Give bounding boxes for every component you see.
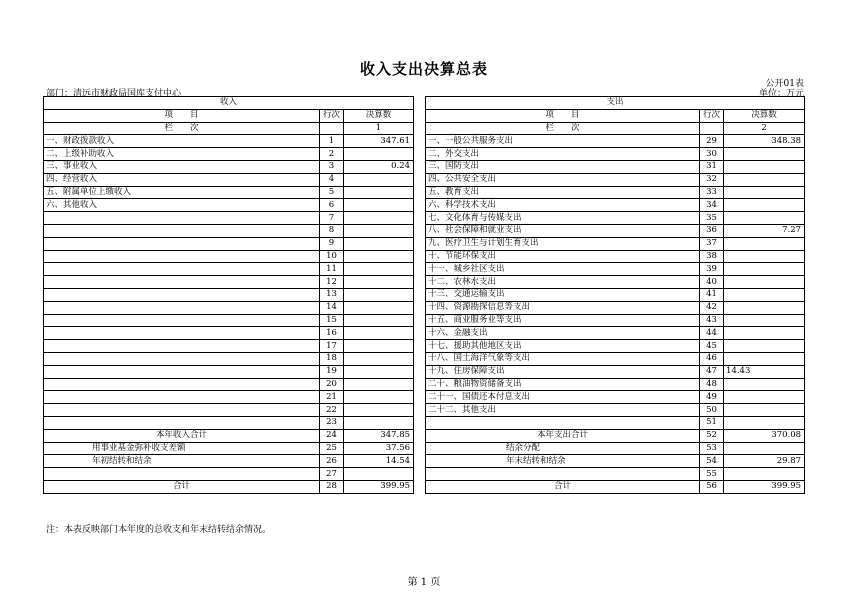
expense-amount [724, 160, 805, 173]
table-row [44, 404, 805, 417]
income-row-no: 16 [320, 327, 344, 340]
expense-amount: 7.27 [724, 224, 805, 237]
header-row-3 [44, 122, 805, 135]
income-column-no: 1 [344, 122, 414, 135]
income-row-no-header: 行次 [320, 109, 344, 122]
budget-table [43, 96, 805, 494]
expense-amount [724, 378, 805, 391]
income-item [44, 276, 320, 289]
table-row [44, 224, 805, 237]
column-gap [414, 404, 426, 417]
expense-item: 八、社会保障和就业支出 [426, 224, 700, 237]
column-gap [414, 365, 426, 378]
income-item: 四、经营收入 [44, 173, 320, 186]
income-amount [344, 340, 414, 353]
column-gap [414, 276, 426, 289]
expense-row-no: 53 [700, 442, 724, 455]
expense-item: 七、文化体育与传媒支出 [426, 212, 700, 225]
income-amount [344, 250, 414, 263]
column-gap [414, 429, 426, 442]
income-item [44, 365, 320, 378]
column-gap [414, 480, 426, 493]
expense-amount [724, 391, 805, 404]
table-row [44, 173, 805, 186]
expense-row-no: 48 [700, 378, 724, 391]
income-row-no: 22 [320, 404, 344, 417]
expense-amount [724, 173, 805, 186]
income-amount [344, 327, 414, 340]
income-amount [344, 416, 414, 429]
expense-item: 九、医疗卫生与计划生育支出 [426, 237, 700, 250]
table-row [44, 237, 805, 250]
expense-amount [724, 237, 805, 250]
table-row [44, 199, 805, 212]
income-item: 六、其他收入 [44, 199, 320, 212]
column-gap [414, 160, 426, 173]
income-amount [344, 468, 414, 481]
expense-item: 二十一、国债还本付息支出 [426, 391, 700, 404]
income-item [44, 250, 320, 263]
table-row [44, 135, 805, 148]
table-row [44, 148, 805, 161]
income-item [44, 212, 320, 225]
table-row [44, 340, 805, 353]
expense-item: 十四、资源勘探信息等支出 [426, 301, 700, 314]
expense-row-no: 36 [700, 224, 724, 237]
expense-amount [724, 301, 805, 314]
expense-amount-header: 决算数 [724, 109, 805, 122]
income-item [44, 391, 320, 404]
expense-amount: 29.87 [724, 455, 805, 468]
expense-amount [724, 404, 805, 417]
income-row-no: 11 [320, 263, 344, 276]
income-header: 收入 [44, 97, 414, 110]
footnote: 注：本表反映部门本年度的总收支和年末结转结余情况。 [46, 525, 272, 535]
expense-amount [724, 314, 805, 327]
expense-row-no: 54 [700, 455, 724, 468]
income-amount: 347.85 [344, 429, 414, 442]
expense-summary-label: 结余分配 [426, 442, 700, 455]
income-item [44, 224, 320, 237]
income-row-no: 1 [320, 135, 344, 148]
expense-item: 五、教育支出 [426, 186, 700, 199]
income-row-no: 6 [320, 199, 344, 212]
income-amount: 14.54 [344, 455, 414, 468]
income-amount [344, 224, 414, 237]
expense-amount [724, 416, 805, 429]
income-item: 一、财政拨款收入 [44, 135, 320, 148]
page-number: 第 1 页 [407, 577, 441, 588]
table-row [44, 314, 805, 327]
income-column-label: 栏 次 [44, 122, 320, 135]
expense-row-no: 52 [700, 429, 724, 442]
expense-row-no: 37 [700, 237, 724, 250]
table-body [44, 135, 805, 493]
income-item [44, 378, 320, 391]
expense-row-no: 43 [700, 314, 724, 327]
income-amount [344, 186, 414, 199]
table-row [44, 378, 805, 391]
table-row [44, 327, 805, 340]
expense-item: 十、节能环保支出 [426, 250, 700, 263]
income-amount [344, 352, 414, 365]
column-gap [414, 314, 426, 327]
table-row [44, 276, 805, 289]
expense-summary-label: 合计 [426, 480, 700, 493]
expense-amount [724, 327, 805, 340]
column-gap [414, 173, 426, 186]
income-row-no: 4 [320, 173, 344, 186]
expense-amount [724, 442, 805, 455]
expense-row-no: 51 [700, 416, 724, 429]
table-row [44, 352, 805, 365]
expense-row-no: 44 [700, 327, 724, 340]
income-item [44, 301, 320, 314]
income-amount [344, 288, 414, 301]
form-code: 公开01表 [765, 79, 804, 89]
unit-label: 单位：万元 [758, 89, 804, 99]
table-row [44, 365, 805, 378]
table-row [44, 186, 805, 199]
income-amount: 399.95 [344, 480, 414, 493]
income-item [44, 288, 320, 301]
column-gap [414, 416, 426, 429]
expense-summary-label [426, 468, 700, 481]
income-amount [344, 276, 414, 289]
table-row [44, 212, 805, 225]
expense-amount [724, 250, 805, 263]
report-title: 收入支出决算总表 [359, 60, 488, 78]
expense-row-no: 32 [700, 173, 724, 186]
expense-row-no: 42 [700, 301, 724, 314]
income-amount [344, 173, 414, 186]
income-amount [344, 378, 414, 391]
expense-item: 十七、援助其他地区支出 [426, 340, 700, 353]
summary-row [44, 442, 805, 455]
table-row [44, 250, 805, 263]
expense-row-no: 47 [700, 365, 724, 378]
expense-amount: 348.38 [724, 135, 805, 148]
column-gap [414, 391, 426, 404]
income-row-no: 21 [320, 391, 344, 404]
expense-item: 十六、金融支出 [426, 327, 700, 340]
income-row-no: 19 [320, 365, 344, 378]
expense-item: 十八、国土海洋气象等支出 [426, 352, 700, 365]
header-row-1 [44, 97, 805, 110]
expense-item: 十三、交通运输支出 [426, 288, 700, 301]
expense-row-no: 33 [700, 186, 724, 199]
expense-row-no: 31 [700, 160, 724, 173]
income-item [44, 352, 320, 365]
expense-summary-label: 本年支出合计 [426, 429, 700, 442]
expense-item: 十五、商业服务业等支出 [426, 314, 700, 327]
column-gap [414, 263, 426, 276]
expense-row-no: 29 [700, 135, 724, 148]
summary-row [44, 480, 805, 493]
column-gap [414, 250, 426, 263]
expense-amount [724, 340, 805, 353]
expense-row-no: 49 [700, 391, 724, 404]
income-row-no: 12 [320, 276, 344, 289]
expense-item: 一、一般公共服务支出 [426, 135, 700, 148]
income-row-no: 5 [320, 186, 344, 199]
expense-row-no: 35 [700, 212, 724, 225]
income-item: 三、事业收入 [44, 160, 320, 173]
expense-item: 三、国防支出 [426, 160, 700, 173]
expense-item: 六、科学技术支出 [426, 199, 700, 212]
income-row-no: 8 [320, 224, 344, 237]
income-amount [344, 199, 414, 212]
table-row [44, 301, 805, 314]
income-item: 二、上级补助收入 [44, 148, 320, 161]
income-item [44, 314, 320, 327]
table-row [44, 160, 805, 173]
expense-row-no: 40 [700, 276, 724, 289]
income-summary-label: 用事业基金弥补收支差额 [44, 442, 320, 455]
expense-amount [724, 468, 805, 481]
expense-amount [724, 276, 805, 289]
income-amount [344, 263, 414, 276]
table-row [44, 391, 805, 404]
income-item [44, 327, 320, 340]
income-amount-header: 决算数 [344, 109, 414, 122]
expense-amount [724, 148, 805, 161]
expense-row-no-header: 行次 [700, 109, 724, 122]
column-gap [414, 340, 426, 353]
income-summary-label: 本年收入合计 [44, 429, 320, 442]
income-row-no: 15 [320, 314, 344, 327]
summary-row [44, 429, 805, 442]
column-gap [414, 199, 426, 212]
income-row-no: 24 [320, 429, 344, 442]
income-row-no: 28 [320, 480, 344, 493]
expense-item: 四、公共安全支出 [426, 173, 700, 186]
expense-amount [724, 352, 805, 365]
income-amount: 37.56 [344, 442, 414, 455]
income-row-no: 18 [320, 352, 344, 365]
column-gap [414, 378, 426, 391]
income-item [44, 404, 320, 417]
expense-item: 十一、城乡社区支出 [426, 263, 700, 276]
expense-amount [724, 212, 805, 225]
income-item [44, 340, 320, 353]
expense-row-no: 55 [700, 468, 724, 481]
income-amount: 347.61 [344, 135, 414, 148]
table-row [44, 416, 805, 429]
expense-header: 支出 [426, 97, 805, 110]
income-amount [344, 314, 414, 327]
column-gap [414, 288, 426, 301]
income-amount [344, 237, 414, 250]
income-summary-label: 年初结转和结余 [44, 455, 320, 468]
income-item [44, 263, 320, 276]
expense-row-no: 34 [700, 199, 724, 212]
expense-item: 十二、农林水支出 [426, 276, 700, 289]
income-row-no: 9 [320, 237, 344, 250]
table-row [44, 288, 805, 301]
income-amount [344, 212, 414, 225]
table-row [44, 263, 805, 276]
expense-amount [724, 199, 805, 212]
income-amount [344, 391, 414, 404]
column-gap [414, 468, 426, 481]
income-amount [344, 301, 414, 314]
income-item-header: 项 目 [44, 109, 320, 122]
income-row-no: 3 [320, 160, 344, 173]
expense-row-no: 38 [700, 250, 724, 263]
expense-item: 二、外交支出 [426, 148, 700, 161]
expense-item: 二十二、其他支出 [426, 404, 700, 417]
income-amount [344, 365, 414, 378]
expense-item: 二十、粮油物资储备支出 [426, 378, 700, 391]
income-summary-label [44, 468, 320, 481]
income-row-no: 26 [320, 455, 344, 468]
expense-row-no: 30 [700, 148, 724, 161]
income-row-no: 20 [320, 378, 344, 391]
expense-column-label: 栏 次 [426, 122, 700, 135]
income-item [44, 416, 320, 429]
income-item: 五、附属单位上缴收入 [44, 186, 320, 199]
income-row-no: 14 [320, 301, 344, 314]
expense-amount: 399.95 [724, 480, 805, 493]
expense-row-no: 45 [700, 340, 724, 353]
expense-row-no: 56 [700, 480, 724, 493]
income-amount [344, 148, 414, 161]
department-label: 部门：清远市财政局国库支付中心 [46, 89, 182, 99]
column-gap [414, 224, 426, 237]
income-amount: 0.24 [344, 160, 414, 173]
expense-column-no: 2 [724, 122, 805, 135]
income-row-no: 13 [320, 288, 344, 301]
expense-amount [724, 186, 805, 199]
income-row-no: 27 [320, 468, 344, 481]
income-item [44, 237, 320, 250]
column-gap [414, 455, 426, 468]
column-gap [414, 442, 426, 455]
income-row-no: 10 [320, 250, 344, 263]
column-gap [414, 327, 426, 340]
expense-amount: 370.08 [724, 429, 805, 442]
expense-item: 十九、住房保障支出 [426, 365, 700, 378]
expense-item-header: 项 目 [426, 109, 700, 122]
column-gap [414, 352, 426, 365]
expense-item [426, 416, 700, 429]
summary-row [44, 455, 805, 468]
expense-row-no: 46 [700, 352, 724, 365]
column-gap [414, 135, 426, 148]
column-gap [414, 212, 426, 225]
income-row-no: 7 [320, 212, 344, 225]
expense-amount [724, 288, 805, 301]
expense-amount: 14.43 [724, 365, 805, 378]
income-summary-label: 合计 [44, 480, 320, 493]
column-gap [414, 186, 426, 199]
income-row-no: 17 [320, 340, 344, 353]
income-row-no: 25 [320, 442, 344, 455]
column-gap [414, 301, 426, 314]
header-row-2 [44, 109, 805, 122]
expense-summary-label: 年末结转和结余 [426, 455, 700, 468]
expense-row-no: 39 [700, 263, 724, 276]
income-row-no: 2 [320, 148, 344, 161]
column-gap [414, 148, 426, 161]
expense-row-no: 50 [700, 404, 724, 417]
income-amount [344, 404, 414, 417]
column-gap [414, 237, 426, 250]
income-row-no: 23 [320, 416, 344, 429]
expense-row-no: 41 [700, 288, 724, 301]
summary-row [44, 468, 805, 481]
expense-amount [724, 263, 805, 276]
